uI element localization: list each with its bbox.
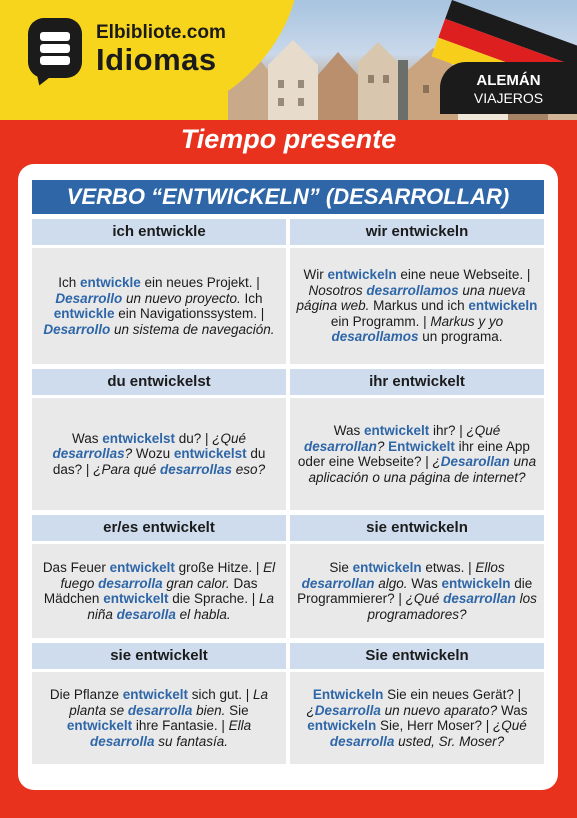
language-label: ALEMÁN bbox=[476, 72, 541, 89]
verb-translation-highlight: desarrollan bbox=[443, 591, 516, 606]
translation-text: ? bbox=[124, 446, 133, 462]
german-text: Was bbox=[497, 702, 528, 718]
translation-text: un nuevo aparato? bbox=[380, 702, 498, 718]
german-text: ein Programm. | bbox=[330, 313, 431, 329]
verb-highlight: entwickeln bbox=[468, 298, 538, 314]
audience-label: VIAJEROS bbox=[473, 90, 544, 106]
translation-text: ¿ bbox=[432, 454, 441, 469]
translation-text: ¿Para qué bbox=[93, 461, 160, 477]
book-logo-icon bbox=[28, 18, 82, 78]
header bbox=[0, 0, 577, 120]
translation-text: un nuevo proyecto. bbox=[122, 290, 241, 306]
verb-highlight: entwickle bbox=[53, 306, 115, 321]
translation-text: eso? bbox=[232, 461, 266, 477]
conjugation-heading: du entwickelst bbox=[32, 369, 286, 395]
brand-name: Idiomas bbox=[96, 42, 217, 77]
translation-text: ¿ bbox=[306, 702, 315, 718]
verb-highlight: entwickle bbox=[79, 275, 141, 290]
german-text: ein neues Projekt. | bbox=[140, 275, 260, 290]
language-badge bbox=[440, 62, 577, 114]
translation-text: su fantasía. bbox=[154, 733, 229, 749]
translation-text: los programadores? bbox=[367, 591, 537, 622]
example-text bbox=[32, 275, 286, 337]
example-text bbox=[290, 560, 544, 622]
translation-text: ¿Qué bbox=[466, 423, 501, 438]
verb-translation-highlight: Desarrollo bbox=[43, 321, 111, 337]
verb-highlight: entwickelt bbox=[122, 687, 188, 702]
translation-text: una aplicación o una página de internet? bbox=[308, 454, 537, 485]
example-cell bbox=[32, 398, 286, 510]
german-text: Sie bbox=[329, 560, 353, 575]
page-title: Tiempo presente bbox=[180, 124, 397, 154]
verb-translation-highlight: desarollamos bbox=[331, 329, 419, 345]
translation-text: Markus y yo bbox=[430, 313, 504, 329]
verb-translation-highlight: desarrollan bbox=[301, 575, 375, 591]
german-text: Markus und ich bbox=[369, 298, 469, 314]
example-text bbox=[290, 267, 544, 345]
german-text: du das? | bbox=[52, 446, 266, 477]
verb-highlight: entwickelt bbox=[109, 560, 175, 575]
translation-text: Ellos bbox=[475, 560, 505, 575]
german-text: Ich bbox=[58, 275, 80, 290]
german-text: Wozu bbox=[132, 446, 174, 462]
conjugation-heading: wir entwickeln bbox=[290, 219, 544, 245]
german-text: un programa. bbox=[418, 329, 503, 345]
example-cell bbox=[290, 672, 544, 764]
translation-text: ¿Qué bbox=[405, 591, 444, 606]
example-cell bbox=[290, 544, 544, 638]
translation-text: un sistema de navegación. bbox=[110, 321, 275, 337]
verb-translation-highlight: Desarrolla bbox=[314, 702, 381, 718]
example-text bbox=[32, 560, 286, 622]
translation-text: bien. bbox=[192, 702, 226, 718]
translation-text: usted, Sr. Moser? bbox=[394, 733, 505, 749]
verb-highlight: entwickelt bbox=[66, 718, 133, 733]
verb-highlight: entwickelt bbox=[363, 423, 430, 438]
german-text: ihre Fantasie. | bbox=[132, 718, 229, 733]
example-text bbox=[32, 687, 286, 749]
german-text: Sie bbox=[225, 702, 249, 718]
verb-highlight: entwickeln bbox=[327, 267, 397, 283]
example-cell bbox=[290, 398, 544, 510]
verb-highlight: entwickelst bbox=[102, 430, 175, 446]
translation-text: el habla. bbox=[175, 606, 231, 622]
verb-highlight: entwickeln bbox=[441, 575, 511, 591]
translation-text: Nosotros bbox=[308, 282, 367, 298]
german-text: die Programmierer? | bbox=[297, 575, 533, 606]
german-text: Das Mädchen bbox=[43, 575, 258, 606]
german-text: etwas. | bbox=[421, 560, 476, 575]
verb-highlight: entwickeln bbox=[307, 718, 377, 733]
verb-highlight: entwickeln bbox=[352, 560, 422, 575]
german-text: große Hitze. | bbox=[174, 560, 264, 575]
german-text: Ich bbox=[240, 290, 263, 306]
brand-site: Elbibliote.com bbox=[96, 22, 226, 43]
verb-translation-highlight: Desarollan bbox=[440, 454, 510, 469]
translation-text: Ella bbox=[228, 718, 252, 733]
example-cell bbox=[32, 544, 286, 638]
german-text: Was bbox=[333, 423, 364, 438]
verb-translation-highlight: desarrollas bbox=[160, 461, 233, 477]
german-text: Was bbox=[407, 575, 442, 591]
verb-translation-highlight: desarrolla bbox=[98, 575, 163, 591]
verb-translation-highlight: desarolla bbox=[116, 606, 176, 622]
card-title: VERBO “ENTWICKELN” (DESARROLLAR) bbox=[32, 180, 544, 214]
german-text: ihr? | bbox=[429, 423, 467, 438]
german-text: Sie, Herr Moser? | bbox=[376, 718, 494, 733]
german-text: sich gut. | bbox=[188, 687, 254, 702]
translation-text: una nueva página web. bbox=[296, 282, 526, 314]
verb-highlight: entwickelt bbox=[103, 591, 169, 606]
verb-translation-highlight: desarrollas bbox=[52, 446, 125, 462]
example-text bbox=[32, 431, 286, 478]
conjugation-heading: sie entwickeln bbox=[290, 515, 544, 541]
verb-translation-highlight: desarrolla bbox=[89, 733, 155, 749]
translation-text: La niña bbox=[87, 591, 275, 622]
german-text: ihr eine App oder eine Webseite? | bbox=[297, 438, 530, 469]
example-text bbox=[290, 423, 544, 485]
translation-text: La planta se bbox=[69, 687, 269, 718]
german-text: Das Feuer bbox=[42, 560, 110, 575]
translation-text: ¿Qué bbox=[493, 718, 527, 733]
verb-highlight: entwickelst bbox=[173, 446, 247, 462]
translation-text: El fuego bbox=[60, 560, 276, 591]
translation-text: ¿Qué bbox=[212, 430, 247, 446]
german-text: Wir bbox=[303, 267, 328, 283]
german-text: Was bbox=[71, 430, 103, 446]
example-cell bbox=[290, 248, 544, 364]
verb-highlight: Entwickeln bbox=[312, 687, 384, 702]
example-cell bbox=[32, 248, 286, 364]
conjugation-heading: ihr entwickelt bbox=[290, 369, 544, 395]
conjugation-heading: Sie entwickeln bbox=[290, 643, 544, 669]
conjugation-heading: er/es entwickelt bbox=[32, 515, 286, 541]
example-cell bbox=[32, 672, 286, 764]
example-text bbox=[290, 687, 544, 749]
verb-translation-highlight: Desarrollo bbox=[55, 290, 123, 306]
verb-highlight: Entwickelt bbox=[388, 438, 455, 454]
translation-text: ? bbox=[376, 438, 385, 454]
verb-translation-highlight: desarrolla bbox=[127, 702, 193, 718]
german-text: Sie ein neues Gerät? | bbox=[383, 687, 522, 702]
verb-translation-highlight: desarrollan bbox=[304, 438, 377, 454]
german-text: die Sprache. | bbox=[168, 591, 260, 606]
german-text: eine neue Webseite. | bbox=[396, 267, 531, 283]
translation-text: gran calor. bbox=[162, 575, 230, 591]
german-text: ein Navigationssystem. | bbox=[114, 306, 265, 321]
translation-text: algo. bbox=[374, 575, 408, 591]
german-text: Die Pflanze bbox=[49, 687, 123, 702]
conjugation-heading: sie entwickelt bbox=[32, 643, 286, 669]
german-text: du? | bbox=[174, 430, 213, 446]
verb-translation-highlight: desarrollamos bbox=[366, 282, 459, 298]
conjugation-card bbox=[18, 164, 558, 790]
verb-translation-highlight: desarrolla bbox=[329, 733, 395, 749]
conjugation-heading: ich entwickle bbox=[32, 219, 286, 245]
